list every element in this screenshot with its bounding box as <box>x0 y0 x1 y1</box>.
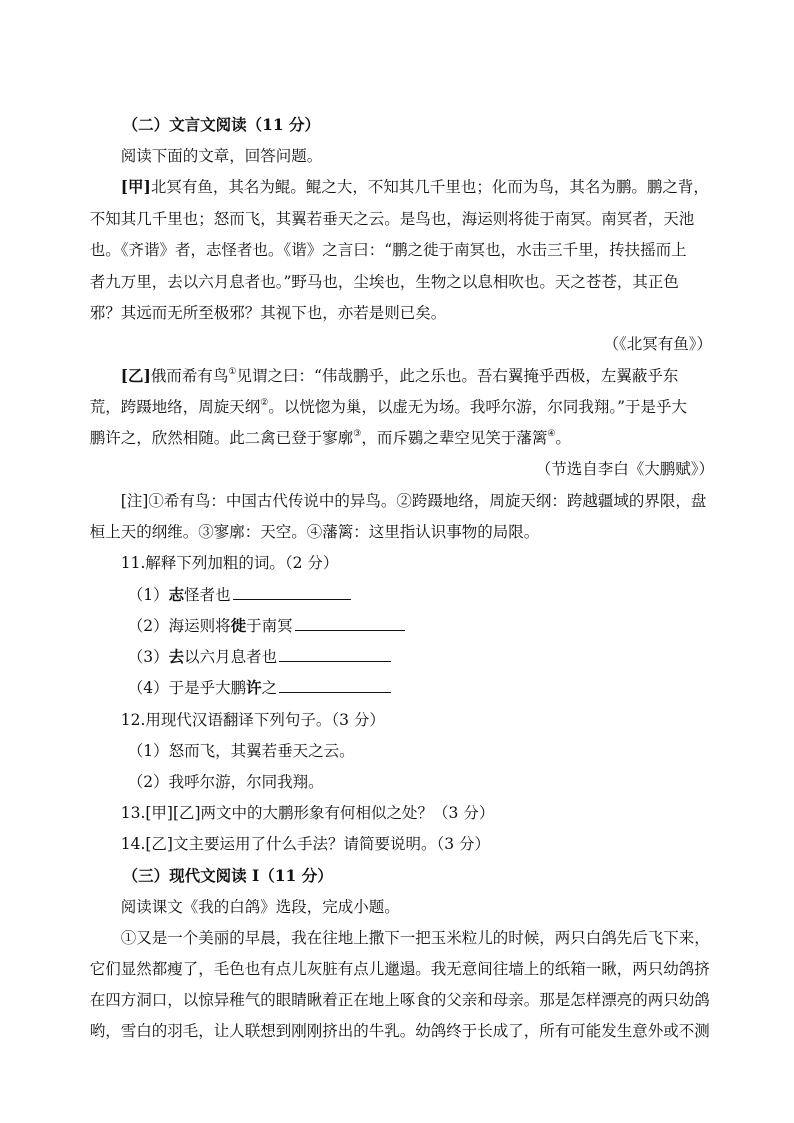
footnote-marker: ② <box>260 398 269 408</box>
passage-jia-label: [甲] <box>120 177 151 196</box>
passage-jia-line: 不知其几千里也；怒而飞，其翼若垂天之云。是鸟也，海运则将徙于南冥。南冥者，天池 <box>89 210 695 228</box>
passage-yi-source: （节选自李白《大鹏赋》） <box>535 460 714 478</box>
q11-item: （3）去以六月息者也 <box>0 627 794 687</box>
question-11-stem: 11.解释下列加粗的词。（2 分） <box>120 554 339 572</box>
bold-word: 徙 <box>230 616 247 635</box>
passage-yi-line: [乙]俄而希有鸟①见谓之曰：“伟哉鹏乎，此之乐也。吾右翼掩乎西极，左翼蔽乎东 <box>120 366 679 385</box>
footnote-marker: ③ <box>353 429 362 439</box>
section3-paragraph-line: ①又是一个美丽的早晨，我在往地上撒下一把玉米粒儿的时候，两只白鸽先后飞下来， <box>120 929 710 947</box>
section3-paragraph-line: 在四方洞口，以惊异稚气的眼睛瞅着正在地上啄食的父亲和母亲。那是怎样漂亮的两只幼鸽 <box>89 991 710 1009</box>
passage-yi-label: [乙] <box>120 366 151 385</box>
q12-item: （1）怒而飞，其翼若垂天之云。 <box>127 742 355 760</box>
bold-word: 许 <box>246 678 262 697</box>
q11-item: （4）于是乎大鹏许之 <box>0 658 794 718</box>
passage-jia-source: （《北冥有鱼》） <box>603 335 712 353</box>
footnote-marker: ④ <box>547 429 556 439</box>
passage-yi-line: 荒，跨蹑地络，周旋天纲②。以恍惚为巢，以虚无为场。我呼尔游，尔同我翔。”于是乎大 <box>89 398 687 416</box>
notes-line: 桓上天的纲维。③寥廓：天空。④藩篱：这里指认识事物的局限。 <box>89 523 540 541</box>
section3-heading: （三）现代文阅读 I（11 分） <box>122 866 333 885</box>
passage-yi-line: 鹏许之，欣然相随。此二禽已登于寥廓③，而斥鷃之辈空见笑于藩篱④。 <box>89 429 571 447</box>
passage-jia-line: [甲]北冥有鱼，其名为鲲。鲲之大，不知其几千里也；化而为鸟，其名为鹏。鹏之背， <box>120 177 709 196</box>
question-12-stem: 12.用现代汉语翻译下列句子。（3 分） <box>120 711 385 729</box>
section3-paragraph-line: 它们显然都瘦了，毛色也有点儿灰脏有点儿邋遢。我无意间往墙上的纸箱一瞅，两只幼鸽挤 <box>89 960 710 978</box>
question-13: 13.[甲][乙]两文中的大鹏形象有何相似之处？（3 分） <box>120 804 495 822</box>
bold-word: 去 <box>168 647 185 666</box>
section3-paragraph-line: 哟，雪白的羽毛，让人联想到刚刚挤出的牛乳。幼鸽终于长成了，所有可能发生意外或不测 <box>89 1022 710 1040</box>
q11-item: （1）志怪者也 <box>0 565 794 625</box>
section3-instruction: 阅读课文《我的白鸽》选段，完成小题。 <box>120 898 400 916</box>
q11-item: （2）海运则将徙于南冥 <box>0 596 794 656</box>
notes-line: [注]①希有鸟：中国古代传说中的异鸟。②跨蹑地络，周旋天纲：跨越疆域的界限，盘 <box>120 492 707 510</box>
q12-item: （2）我呼尔游，尔同我翔。 <box>127 773 324 791</box>
passage-jia-line: 者九万里，去以六月息者也。”野马也，尘埃也，生物之以息相吹也。天之苍苍，其正色 <box>89 273 679 291</box>
passage-jia-line: 邪？其远而无所至极邪？其视下也，亦若是则已矣。 <box>89 304 447 322</box>
question-14: 14.[乙]文主要运用了什么手法？请简要说明。（3 分） <box>120 835 491 853</box>
section2-instruction: 阅读下面的文章，回答问题。 <box>120 147 323 165</box>
section2-heading: （二）文言文阅读（11 分） <box>122 115 321 134</box>
footnote-marker: ① <box>228 367 237 377</box>
passage-jia-line: 也。《齐谐》者，志怪者也。《谐》之言曰：“鹏之徙于南冥也，水击三千里，抟扶摇而上 <box>89 241 687 259</box>
bold-word: 志 <box>168 585 185 604</box>
